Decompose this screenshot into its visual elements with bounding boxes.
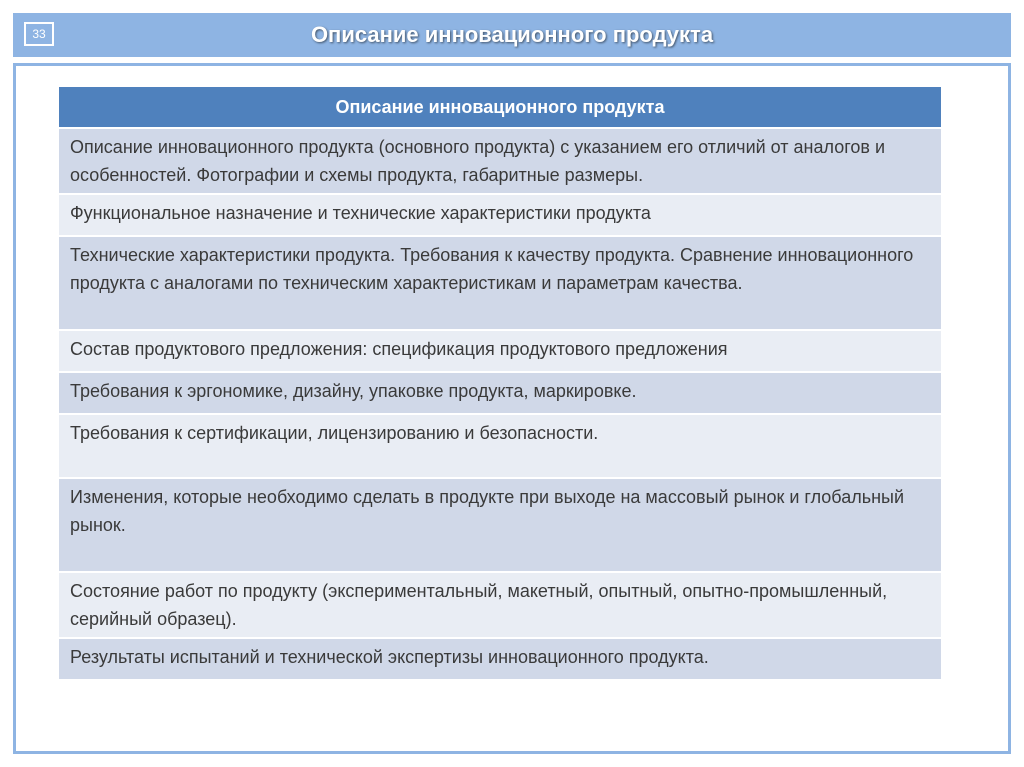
- table-cell: Изменения, которые необходимо сделать в продукте при выходе на массовый рынок и глобальный рынок.: [59, 478, 941, 572]
- table-cell: Технические характеристики продукта. Требования к качеству продукта. Сравнение инновационного продукта с аналогами по техническим характеристикам и параметрам качества.: [59, 236, 941, 330]
- table-row: [59, 128, 941, 194]
- table-cell: Требования к эргономике, дизайну, упаковке продукта, маркировке.: [59, 372, 941, 414]
- table-cell: Результаты испытаний и технической экспертизы инновационного продукта.: [59, 638, 941, 680]
- table-row: [59, 572, 941, 638]
- table-row: [59, 330, 941, 372]
- table-row: [59, 194, 941, 236]
- table-cell: Состав продуктового предложения: спецификация продуктового предложения: [59, 330, 941, 372]
- table-header: Описание инновационного продукта: [59, 87, 941, 128]
- table-row: [59, 638, 941, 680]
- table-row: [59, 372, 941, 414]
- table-row: [59, 414, 941, 478]
- description-table: [59, 87, 941, 681]
- table-row: [59, 236, 941, 330]
- table-header-row: [59, 87, 941, 128]
- slide-title: Описание инновационного продукта: [310, 22, 714, 47]
- table-cell: Состояние работ по продукту (экспериментальный, макетный, опытный, опытно-промышленный, серийный образец).: [59, 572, 941, 638]
- table-row: [59, 478, 941, 572]
- table-cell: Описание инновационного продукта (основного продукта) с указанием его отличий от аналогов и особенностей. Фотографии и схемы продукта, габаритные размеры.: [59, 128, 941, 194]
- table-cell: Требования к сертификации, лицензированию и безопасности.: [59, 414, 941, 478]
- slide-number: 33: [24, 22, 54, 46]
- table-cell: Функциональное назначение и технические характеристики продукта: [59, 194, 941, 236]
